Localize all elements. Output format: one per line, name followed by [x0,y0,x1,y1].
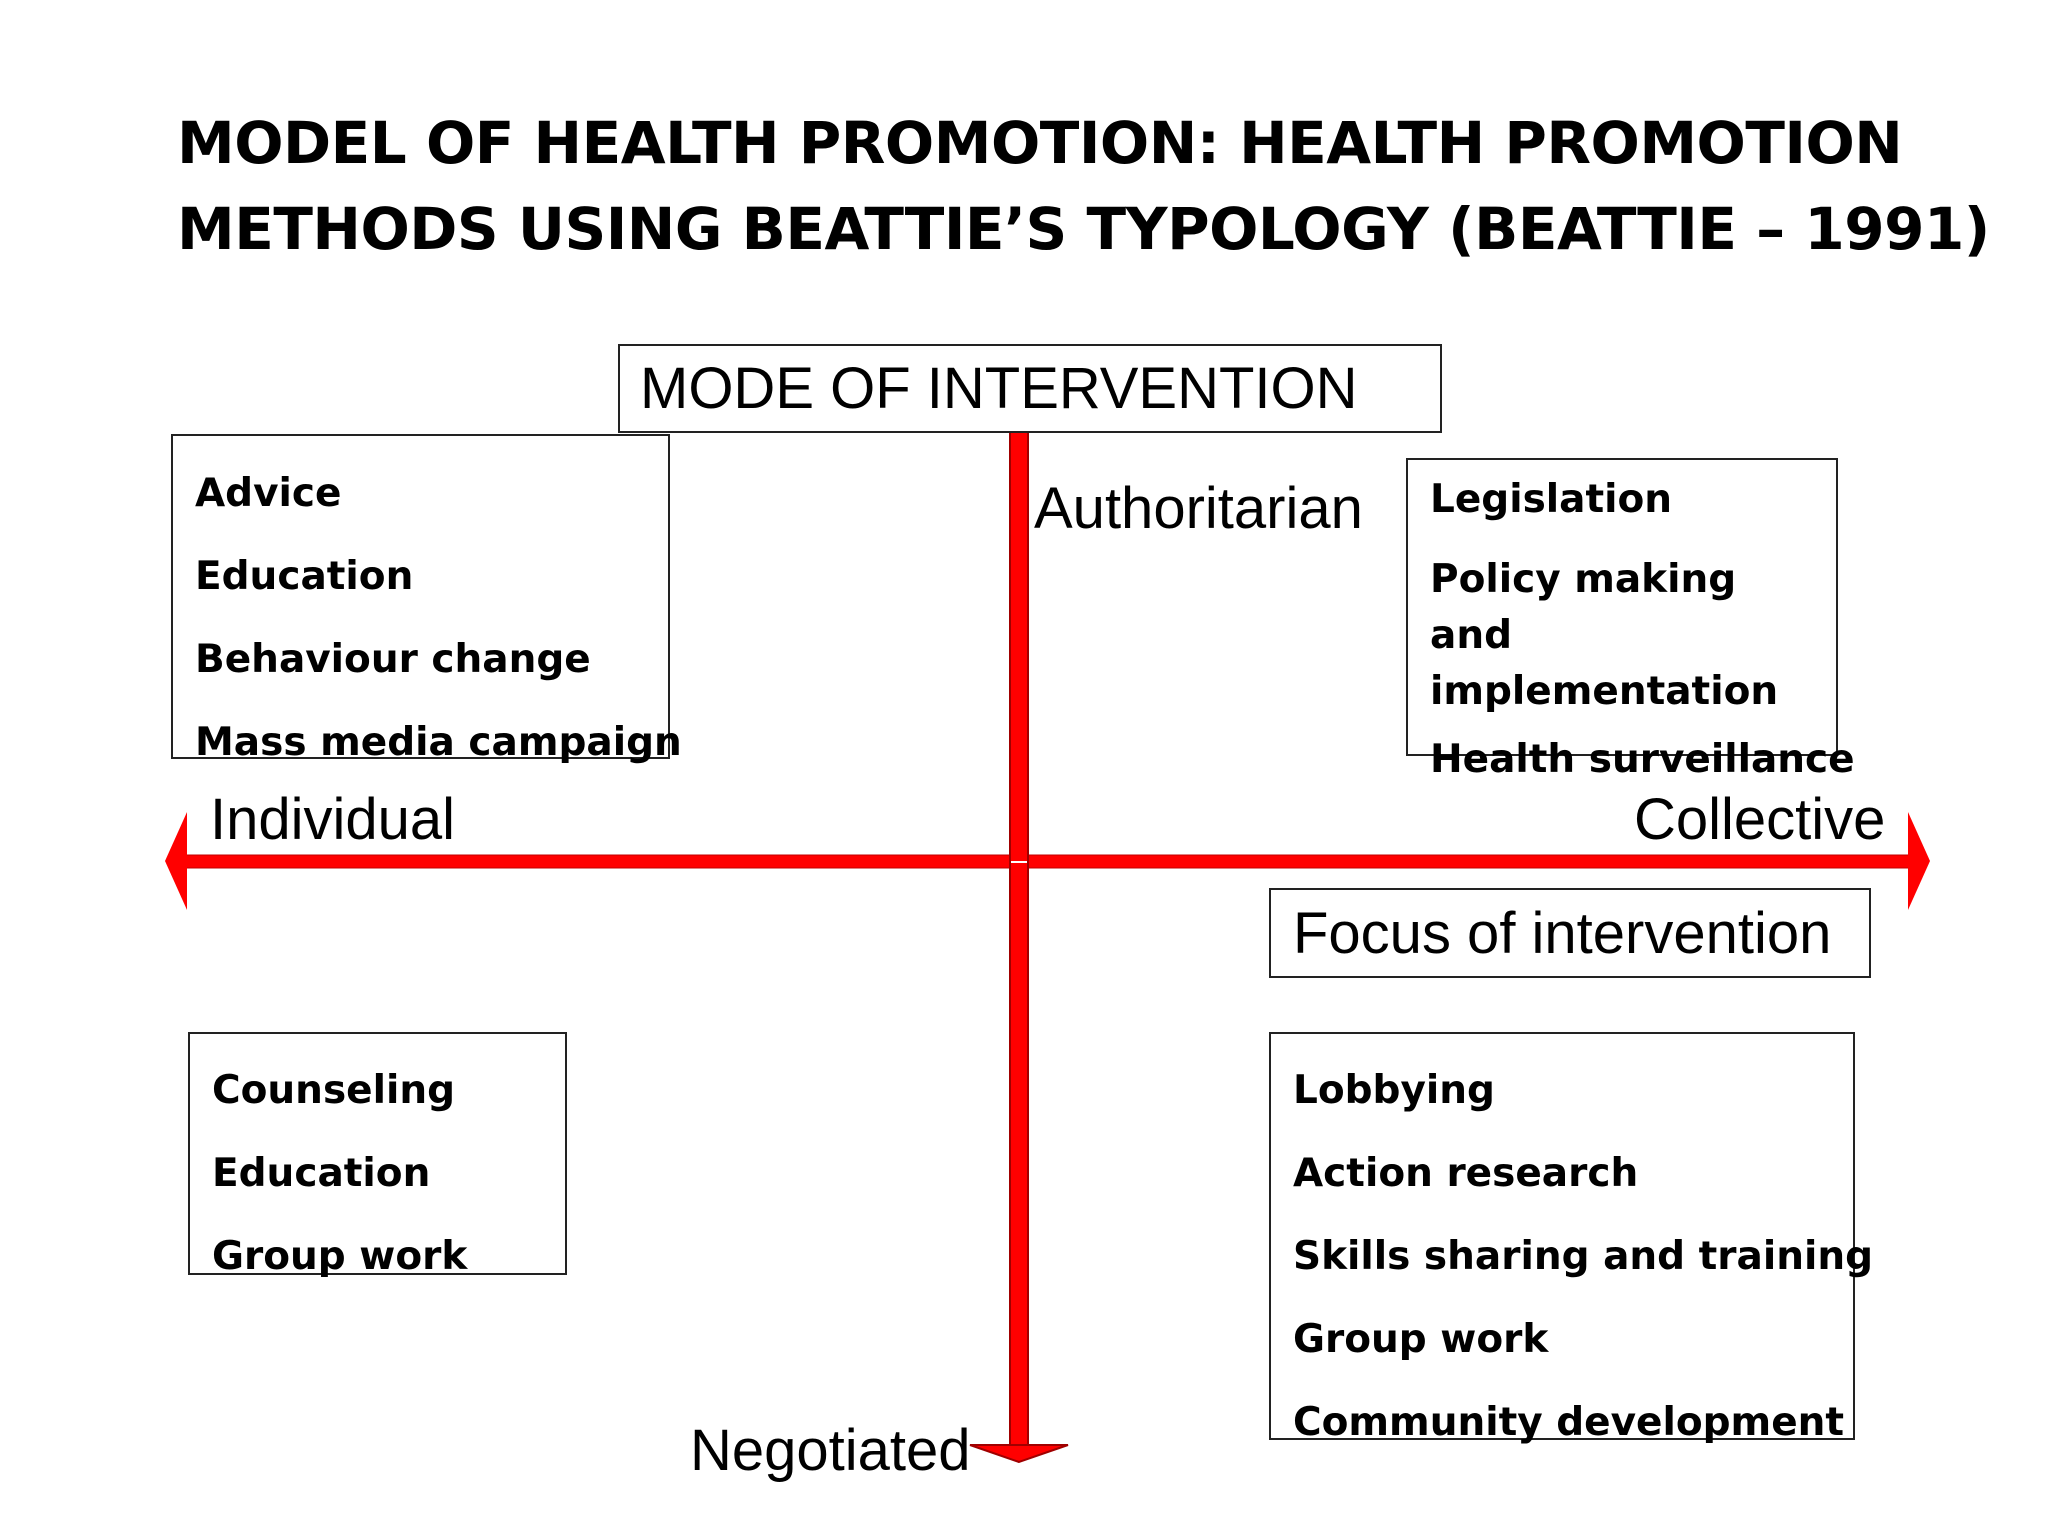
list-item: Legislation [1430,477,1673,522]
list-item: Action research [1293,1151,1639,1196]
list-item: Skills sharing and training [1293,1234,1874,1279]
list-item: Education [195,554,414,599]
list-item: Education [212,1151,431,1196]
quadrant-individual-negotiated [188,1032,567,1279]
quadrant-individual-authoritarian [171,434,682,765]
list-item: Health surveillance [1430,737,1855,782]
list-item: Behaviour change [195,637,591,682]
title-line-2: METHODS USING BEATTIE’S TYPOLOGY (BEATTIE – 1991) [177,195,1990,263]
individual-label: Individual [210,787,456,852]
focus-of-intervention-text: Focus of intervention [1293,901,1832,966]
list-item-text: Policy making and implementation [1430,557,1779,714]
list-item: Group work [212,1234,468,1279]
quadrant-collective-authoritarian [1406,458,1855,782]
quadrant-collective-negotiated [1269,1032,1874,1445]
list-item: Lobbying [1293,1068,1495,1113]
authoritarian-label: Authoritarian [1034,476,1363,541]
arrowhead-down-icon [970,1445,1068,1462]
list-item: Community development [1293,1400,1845,1445]
mode-of-intervention-text: MODE OF INTERVENTION [640,356,1358,421]
list-item: Advice [195,471,342,516]
collective-label: Collective [1634,787,1886,852]
arrowhead-right-icon [1908,812,1930,910]
list-item: Mass media campaign [195,720,682,765]
mode-of-intervention-label [618,344,1442,433]
focus-of-intervention-label [1269,888,1871,978]
list-item: Counseling [212,1068,456,1113]
list-item [1430,552,1820,720]
vertical-axis-arrow [970,411,1068,1462]
title-line-1: MODEL OF HEALTH PROMOTION: HEALTH PROMOTION [177,109,1903,177]
list-item: Group work [1293,1317,1549,1362]
arrowhead-left-icon [165,812,187,910]
negotiated-label: Negotiated [690,1418,971,1483]
